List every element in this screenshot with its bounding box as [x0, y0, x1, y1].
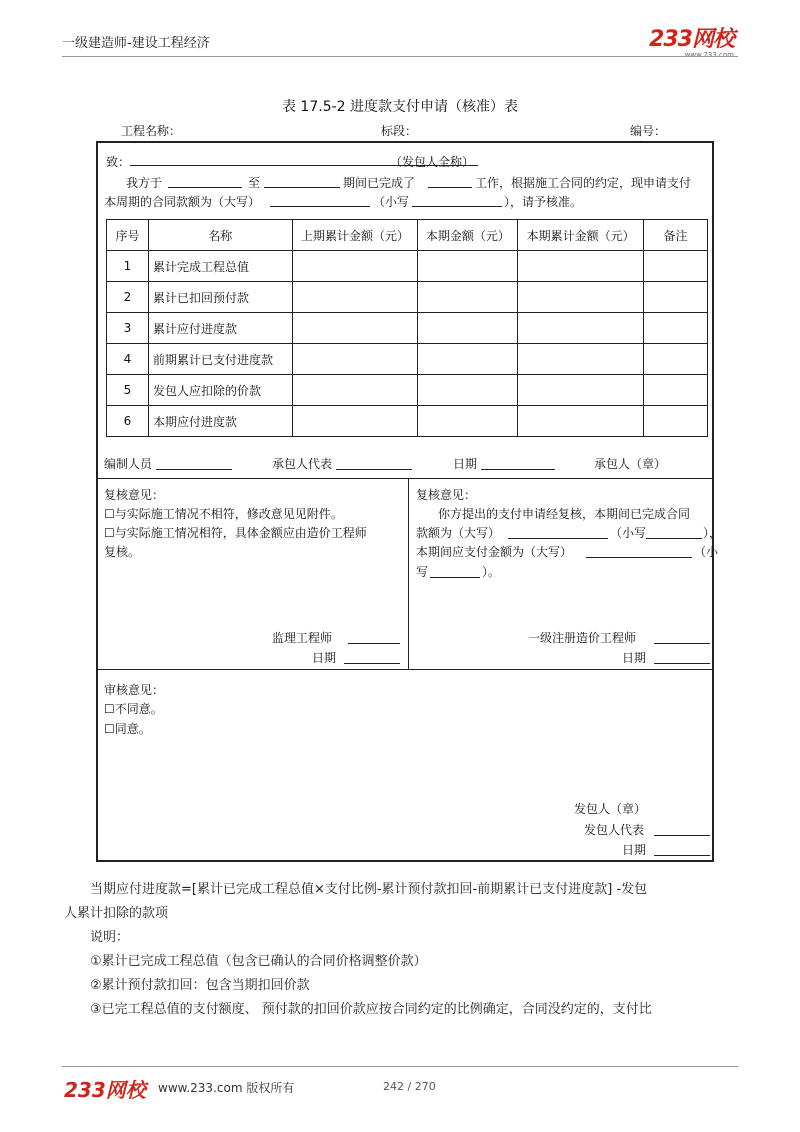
work-blank: [428, 187, 472, 188]
supervisor-engineer-blank: [348, 643, 400, 644]
review-left-option-2b: 复核。: [104, 545, 141, 559]
footer-logo: 233网校: [64, 1078, 146, 1102]
employer-full-name-hint: （发包人全称）: [390, 155, 475, 169]
row-no: 6: [107, 406, 149, 437]
cell-empty: [644, 344, 708, 375]
contractor-rep-label: 承包人代表: [272, 457, 333, 471]
review-right-line-2b: （小写: [610, 526, 647, 540]
row-name: 累计完成工程总值: [148, 251, 292, 282]
col-header-remarks: 备注: [644, 220, 708, 251]
cell-empty: [418, 375, 518, 406]
cell-empty: [292, 344, 418, 375]
supervisor-date-blank: [344, 663, 400, 664]
review-amount-figures-blank: [646, 538, 702, 539]
review-left-title: 复核意见：: [104, 488, 165, 502]
cost-engineer-date-blank: [654, 663, 710, 664]
cell-empty: [418, 251, 518, 282]
amount-figures-blank: [412, 206, 502, 207]
intro-text-2c: ），请予核准。: [504, 195, 583, 209]
table-row: [107, 251, 708, 282]
review-right-line-2c: ），: [703, 526, 722, 540]
approval-title: 审核意见：: [104, 683, 165, 697]
divider-review-top: [98, 478, 712, 479]
table-row: [107, 282, 708, 313]
review-right-line-1: 你方提出的支付申请经复核，本期间已完成合同: [438, 507, 691, 521]
table-row: [107, 406, 708, 437]
intro-text-2a: 本周期的合同款额为（大写）: [104, 195, 261, 209]
approval-option-disagree: ☐不同意。: [104, 702, 163, 716]
review-right-line-4b: ）。: [482, 565, 501, 579]
sign-date-blank: [481, 469, 555, 470]
table-title: 表 17.5-2 进度款支付申请（核准）表: [281, 99, 519, 115]
cell-empty: [518, 406, 644, 437]
review-right-title: 复核意见：: [416, 488, 477, 502]
preparer-blank: [156, 469, 232, 470]
page-number: 242 / 270: [383, 1080, 436, 1093]
to-label: 致：: [106, 155, 131, 169]
preparer-label: 编制人员: [104, 457, 153, 471]
cell-empty: [644, 375, 708, 406]
col-header-no: 序号: [107, 220, 149, 251]
start-date-blank: [168, 187, 242, 188]
footer-copyright: www.233.com 版权所有: [158, 1081, 295, 1095]
employer-date-label: 日期: [622, 843, 647, 857]
project-name-label: 工程名称：: [121, 124, 182, 138]
row-name: 本期应付进度款: [148, 406, 292, 437]
row-no: 5: [107, 375, 149, 406]
table-row: [107, 375, 708, 406]
footer-rule: [62, 1066, 738, 1067]
note-1: ①累计已完成工程总值（包含已确认的合同价格调整价款）: [90, 954, 427, 969]
cell-empty: [518, 282, 644, 313]
row-name: 前期累计已支付进度款: [148, 344, 292, 375]
review-left-option-2a: ☐与实际施工情况相符，具体金额应由造价工程师: [104, 526, 367, 540]
table-row: [107, 313, 708, 344]
cell-empty: [644, 282, 708, 313]
cost-engineer-date-label: 日期: [622, 651, 647, 665]
payment-application-form: [96, 141, 722, 862]
cell-empty: [644, 406, 708, 437]
formula-line-2: 人累计扣除的款项: [64, 906, 169, 921]
cell-empty: [292, 251, 418, 282]
cell-empty: [518, 344, 644, 375]
cell-empty: [518, 375, 644, 406]
approval-option-agree: ☐同意。: [104, 722, 151, 736]
review-left-option-1: ☐与实际施工情况不相符，修改意见见附件。: [104, 507, 343, 521]
row-no: 4: [107, 344, 149, 375]
contractor-seal-label: 承包人（章）: [594, 457, 667, 471]
review-right-line-3b: （小: [694, 545, 719, 559]
table-row: [107, 344, 708, 375]
brand-logo: [649, 22, 734, 59]
row-no: 3: [107, 313, 149, 344]
divider-review-middle: [408, 478, 409, 669]
review-right-line-4a: 写: [416, 565, 429, 579]
employer-date-blank: [654, 855, 710, 856]
logo-url: www.233.com: [684, 51, 734, 59]
contractor-rep-blank: [336, 469, 412, 470]
review-amount-words-blank: [508, 538, 608, 539]
cell-empty: [292, 375, 418, 406]
header-rule: [62, 56, 738, 57]
employer-rep-label: 发包人代表: [584, 823, 645, 837]
cell-empty: [292, 313, 418, 344]
cell-empty: [418, 344, 518, 375]
doc-header-title: 一级建造师-建设工程经济: [62, 36, 210, 51]
intro-text-1a: 我方于: [126, 176, 163, 190]
intro-text-1b: 至: [248, 176, 261, 190]
row-name: 累计应付进度款: [148, 313, 292, 344]
table-header-row: [107, 220, 708, 251]
supervisor-date-label: 日期: [312, 651, 337, 665]
cell-empty: [418, 406, 518, 437]
notes-title: 说明：: [90, 930, 130, 945]
intro-text-2b: （小写: [373, 195, 410, 209]
formula-line-1: 当期应付进度款=[累计已完成工程总值×支付比例-累计预付款扣回-前期累计已支付进度款] -发包: [90, 882, 648, 897]
cell-empty: [418, 313, 518, 344]
cell-empty: [518, 313, 644, 344]
cell-empty: [292, 282, 418, 313]
review-right-line-3a: 本期间应支付金额为（大写）: [416, 545, 573, 559]
row-no: 2: [107, 282, 149, 313]
intro-text-1d: 工作，根据施工合同的约定，现申请支付: [475, 176, 692, 190]
cell-empty: [644, 313, 708, 344]
row-no: 1: [107, 251, 149, 282]
row-name: 发包人应扣除的价款: [148, 375, 292, 406]
intro-text-1c: 期间已完成了: [343, 176, 416, 190]
cost-engineer-blank: [654, 643, 710, 644]
cost-engineer-label: 一级注册造价工程师: [528, 631, 637, 645]
note-3: ③已完工程总值的支付额度、 预付款的扣回价款应按合同约定的比例确定，合同没约定的，支付比: [90, 1002, 652, 1017]
supervisor-engineer-label: 监理工程师: [272, 631, 333, 645]
col-header-current-cumulative: 本期累计金额（元）: [518, 220, 644, 251]
end-date-blank: [264, 187, 340, 188]
note-2: ②累计预付款扣回：包含当期扣回价款: [90, 978, 310, 993]
amount-words-blank: [270, 206, 370, 207]
logo-text: 233网校: [649, 27, 734, 52]
employer-rep-blank: [654, 835, 710, 836]
section-label: 标段：: [381, 124, 418, 138]
cell-empty: [292, 406, 418, 437]
sign-date-label: 日期: [453, 457, 478, 471]
divider-approval-top: [98, 669, 712, 670]
review-payable-figures-blank: [430, 577, 480, 578]
cell-empty: [644, 251, 708, 282]
row-name: 累计已扣回预付款: [148, 282, 292, 313]
review-payable-words-blank: [586, 557, 692, 558]
col-header-name: 名称: [148, 220, 292, 251]
col-header-prev-cumulative: 上期累计金额（元）: [292, 220, 418, 251]
payment-items-table: [106, 219, 708, 437]
cell-empty: [518, 251, 644, 282]
col-header-current: 本期金额（元）: [418, 220, 518, 251]
cell-empty: [418, 282, 518, 313]
number-label: 编号：: [630, 124, 667, 138]
employer-seal-label: 发包人（章）: [574, 802, 647, 816]
review-right-line-2a: 款额为（大写）: [416, 526, 501, 540]
